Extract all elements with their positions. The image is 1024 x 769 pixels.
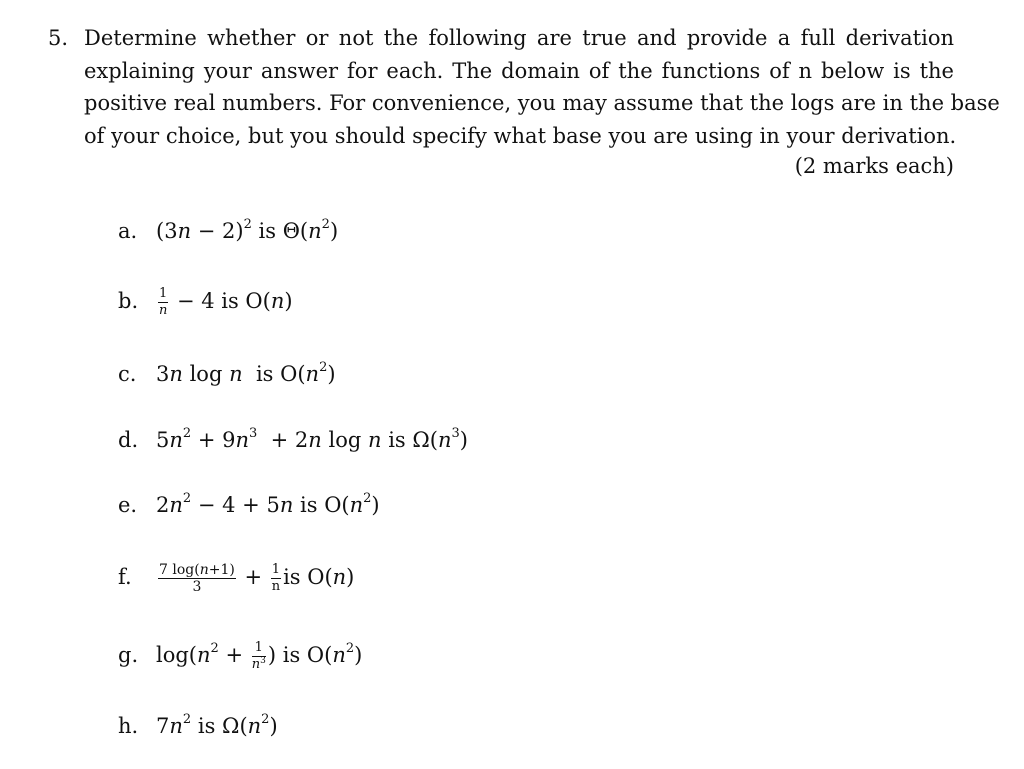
part-a [118, 217, 338, 245]
part-statement: 3n log n is $O(n^2)$ [156, 360, 336, 386]
question-line: explaining your answer for each. The domain of the functions of n below is the [84, 58, 954, 83]
question-number: 5. [48, 26, 69, 50]
part-statement: $\frac{1}{n}$ − 4 is O(n) [158, 286, 293, 318]
part-h [118, 712, 278, 740]
part-statement: $\frac{7 \log(n+1)}{3}$ + $\frac{1}{n}$ is O(n) [159, 562, 355, 596]
question-line: positive real numbers. For convenience, you may assume that the logs are in the base [84, 91, 1000, 115]
question-line: of your choice, but you should specify what base you are using in your derivation. [84, 123, 957, 148]
part-statement: $\log(n^2$ + $\frac{1}{n^3}$ ) is $O(n^2)$ [156, 640, 363, 672]
part-e [118, 491, 380, 519]
part-c [118, 360, 336, 388]
part-statement: $5n^2 + 9n^3 + 2n$ log n is $\Omega(n^3)$ [156, 426, 468, 452]
part-label: c. [118, 362, 137, 386]
part-label: e. [118, 493, 138, 517]
part-statement: $(3n - 2)^2$ is $\Theta(n^2)$ [156, 217, 339, 243]
part-statement: $2n^2 - 4 + 5n$ is $O(n^2)$ [156, 491, 380, 517]
question-line: Determine whether or not the following are true and provide a full derivation [84, 26, 954, 50]
part-label: b. [118, 289, 139, 314]
marks-note: (2 marks each) [794, 154, 954, 178]
part-label: d. [118, 428, 139, 452]
part-label: h. [118, 714, 139, 738]
part-g [118, 641, 362, 673]
question-text [84, 22, 1000, 152]
part-b [118, 287, 293, 319]
part-label: f. [118, 565, 132, 590]
part-label: a. [118, 219, 138, 243]
part-d [118, 426, 468, 454]
part-label: g. [118, 643, 139, 668]
part-statement: $7n^2$ is $\Omega(n^2)$ [156, 712, 278, 738]
part-f [118, 562, 354, 596]
